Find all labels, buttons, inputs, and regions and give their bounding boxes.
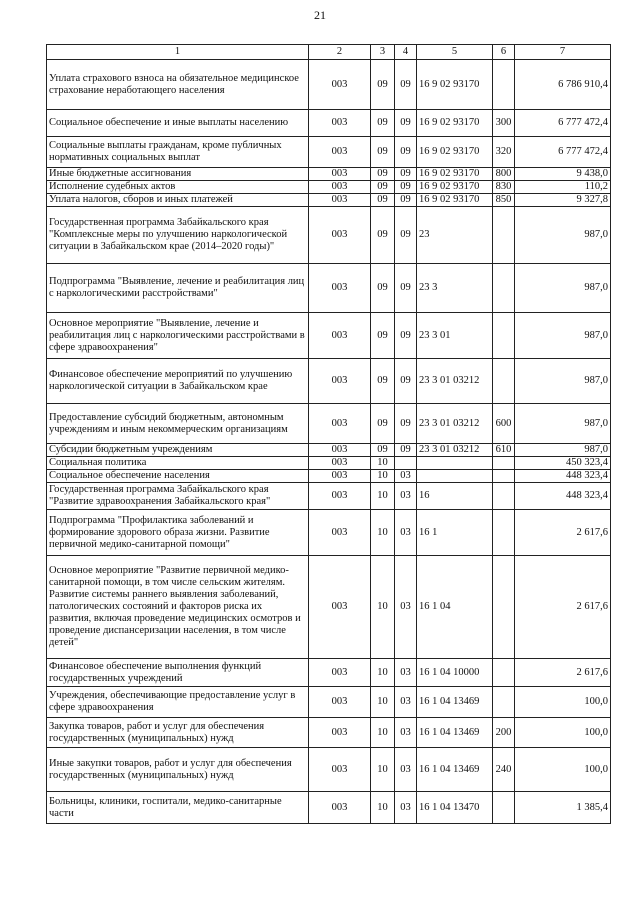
row-target-code-cell: 23 3 01: [417, 313, 493, 359]
row-target-code-cell: 16: [417, 483, 493, 510]
row-expense-type-cell: 800: [493, 168, 515, 181]
table-row: [47, 470, 611, 483]
budget-table: [46, 44, 611, 824]
row-admin-code-cell: 003: [309, 510, 371, 556]
table-row: [47, 404, 611, 444]
row-amount-cell: 987,0: [515, 359, 611, 404]
column-header: 7: [515, 45, 611, 60]
row-name-cell: Государственная программа Забайкальского края "Развитие здравоохранения Забайкальского края": [47, 483, 309, 510]
row-expense-type-cell: 830: [493, 181, 515, 194]
row-target-code-cell: [417, 457, 493, 470]
row-target-code-cell: 16 1: [417, 510, 493, 556]
row-admin-code-cell: 003: [309, 137, 371, 168]
row-target-code-cell: 16 1 04 10000: [417, 659, 493, 687]
row-name-cell: Основное мероприятие "Развитие первичной медико-санитарной помощи, в том числе сельским жителям. Развитие системы раннего выявления заболеваний, патологических состояний и факторов риска их развития, включая проведение медицинских осмотров и проведение диспансеризации населения, в том числе детей": [47, 556, 309, 659]
row-name-cell: Основное мероприятие "Выявление, лечение и реабилитация лиц с наркологическими расстройствами в сфере здравоохранения": [47, 313, 309, 359]
row-name-cell: Предоставление субсидий бюджетным, автономным учреждениям и иным некоммерческим организациям: [47, 404, 309, 444]
row-subsection-cell: 09: [395, 359, 417, 404]
row-section-cell: 10: [371, 556, 395, 659]
row-subsection-cell: 03: [395, 792, 417, 824]
row-name-cell: Социальные выплаты гражданам, кроме публичных нормативных социальных выплат: [47, 137, 309, 168]
row-amount-cell: 100,0: [515, 718, 611, 748]
row-admin-code-cell: 003: [309, 194, 371, 207]
row-section-cell: 10: [371, 718, 395, 748]
row-amount-cell: 987,0: [515, 313, 611, 359]
row-name-cell: Финансовое обеспечение выполнения функций государственных учреждений: [47, 659, 309, 687]
row-amount-cell: 100,0: [515, 687, 611, 718]
row-name-cell: Социальное обеспечение и иные выплаты населению: [47, 110, 309, 137]
row-amount-cell: 987,0: [515, 264, 611, 313]
row-amount-cell: 1 385,4: [515, 792, 611, 824]
row-section-cell: 10: [371, 457, 395, 470]
row-section-cell: 10: [371, 483, 395, 510]
table-row: [47, 110, 611, 137]
table-row: [47, 137, 611, 168]
row-subsection-cell: 03: [395, 718, 417, 748]
row-subsection-cell: 09: [395, 207, 417, 264]
table-row: [47, 264, 611, 313]
column-header: 4: [395, 45, 417, 60]
row-target-code-cell: 16 9 02 93170: [417, 110, 493, 137]
row-admin-code-cell: 003: [309, 264, 371, 313]
row-subsection-cell: 09: [395, 313, 417, 359]
row-subsection-cell: 03: [395, 510, 417, 556]
row-expense-type-cell: [493, 264, 515, 313]
row-expense-type-cell: [493, 792, 515, 824]
row-admin-code-cell: 003: [309, 404, 371, 444]
column-header: 5: [417, 45, 493, 60]
row-expense-type-cell: 610: [493, 444, 515, 457]
row-subsection-cell: [395, 457, 417, 470]
row-section-cell: 09: [371, 137, 395, 168]
row-section-cell: 10: [371, 510, 395, 556]
row-subsection-cell: 09: [395, 181, 417, 194]
row-admin-code-cell: 003: [309, 60, 371, 110]
row-name-cell: Подпрограмма "Выявление, лечение и реабилитация лиц с наркологическими расстройствами": [47, 264, 309, 313]
row-expense-type-cell: [493, 483, 515, 510]
row-subsection-cell: 03: [395, 483, 417, 510]
row-section-cell: 10: [371, 687, 395, 718]
row-subsection-cell: 09: [395, 168, 417, 181]
row-amount-cell: 110,2: [515, 181, 611, 194]
table-row: [47, 457, 611, 470]
row-subsection-cell: 09: [395, 137, 417, 168]
row-expense-type-cell: [493, 470, 515, 483]
row-amount-cell: 6 777 472,4: [515, 137, 611, 168]
row-target-code-cell: 23 3 01 03212: [417, 444, 493, 457]
row-section-cell: 09: [371, 313, 395, 359]
table-row: [47, 194, 611, 207]
row-target-code-cell: 16 9 02 93170: [417, 194, 493, 207]
row-admin-code-cell: 003: [309, 110, 371, 137]
column-header: 1: [47, 45, 309, 60]
row-section-cell: 10: [371, 792, 395, 824]
row-admin-code-cell: 003: [309, 748, 371, 792]
row-expense-type-cell: [493, 510, 515, 556]
row-amount-cell: 9 438,0: [515, 168, 611, 181]
row-expense-type-cell: 240: [493, 748, 515, 792]
row-target-code-cell: 23 3 01 03212: [417, 404, 493, 444]
row-name-cell: Финансовое обеспечение мероприятий по улучшению наркологической ситуации в Забайкальском крае: [47, 359, 309, 404]
row-amount-cell: 448 323,4: [515, 470, 611, 483]
row-target-code-cell: 16 1 04 13469: [417, 687, 493, 718]
table-row: [47, 181, 611, 194]
row-expense-type-cell: 850: [493, 194, 515, 207]
table-row: [47, 510, 611, 556]
row-section-cell: 09: [371, 181, 395, 194]
row-expense-type-cell: [493, 659, 515, 687]
row-section-cell: 09: [371, 207, 395, 264]
row-target-code-cell: 16 9 02 93170: [417, 181, 493, 194]
row-name-cell: Больницы, клиники, госпитали, медико-санитарные части: [47, 792, 309, 824]
row-subsection-cell: 03: [395, 687, 417, 718]
table-row: [47, 556, 611, 659]
row-expense-type-cell: [493, 207, 515, 264]
row-subsection-cell: 09: [395, 110, 417, 137]
row-target-code-cell: 16 9 02 93170: [417, 168, 493, 181]
row-expense-type-cell: 320: [493, 137, 515, 168]
row-section-cell: 10: [371, 470, 395, 483]
row-amount-cell: 6 786 910,4: [515, 60, 611, 110]
row-subsection-cell: 09: [395, 444, 417, 457]
row-subsection-cell: 09: [395, 60, 417, 110]
row-amount-cell: 450 323,4: [515, 457, 611, 470]
column-header: 2: [309, 45, 371, 60]
row-target-code-cell: 23: [417, 207, 493, 264]
row-amount-cell: 100,0: [515, 748, 611, 792]
row-name-cell: Субсидии бюджетным учреждениям: [47, 444, 309, 457]
row-subsection-cell: 09: [395, 194, 417, 207]
row-admin-code-cell: 003: [309, 470, 371, 483]
row-section-cell: 09: [371, 60, 395, 110]
row-subsection-cell: 03: [395, 748, 417, 792]
table-row: [47, 207, 611, 264]
row-expense-type-cell: [493, 313, 515, 359]
row-name-cell: Уплата страхового взноса на обязательное медицинское страхование неработающего населения: [47, 60, 309, 110]
row-name-cell: Иные бюджетные ассигнования: [47, 168, 309, 181]
table-row: [47, 718, 611, 748]
row-target-code-cell: 16 1 04 13470: [417, 792, 493, 824]
row-name-cell: Социальная политика: [47, 457, 309, 470]
row-amount-cell: 448 323,4: [515, 483, 611, 510]
row-target-code-cell: 23 3 01 03212: [417, 359, 493, 404]
table-row: [47, 313, 611, 359]
table-row: [47, 687, 611, 718]
row-section-cell: 09: [371, 264, 395, 313]
row-admin-code-cell: 003: [309, 207, 371, 264]
row-target-code-cell: 16 9 02 93170: [417, 137, 493, 168]
row-section-cell: 09: [371, 194, 395, 207]
row-section-cell: 10: [371, 659, 395, 687]
row-name-cell: Государственная программа Забайкальского края "Комплексные меры по улучшению наркологической ситуации в Забайкальском крае (2014–2020 годы)": [47, 207, 309, 264]
row-target-code-cell: 16 1 04 13469: [417, 718, 493, 748]
row-subsection-cell: 03: [395, 470, 417, 483]
row-admin-code-cell: 003: [309, 687, 371, 718]
row-section-cell: 09: [371, 444, 395, 457]
row-target-code-cell: [417, 470, 493, 483]
row-subsection-cell: 03: [395, 659, 417, 687]
row-expense-type-cell: [493, 457, 515, 470]
row-amount-cell: 6 777 472,4: [515, 110, 611, 137]
row-expense-type-cell: [493, 556, 515, 659]
column-header: 3: [371, 45, 395, 60]
row-name-cell: Уплата налогов, сборов и иных платежей: [47, 194, 309, 207]
row-section-cell: 09: [371, 404, 395, 444]
row-admin-code-cell: 003: [309, 313, 371, 359]
table-row: [47, 60, 611, 110]
table-row: [47, 748, 611, 792]
column-header: 6: [493, 45, 515, 60]
row-subsection-cell: 03: [395, 556, 417, 659]
header-row: [47, 45, 611, 60]
row-amount-cell: 987,0: [515, 207, 611, 264]
row-target-code-cell: 16 1 04 13469: [417, 748, 493, 792]
row-name-cell: Иные закупки товаров, работ и услуг для обеспечения государственных (муниципальных) нужд: [47, 748, 309, 792]
row-amount-cell: 987,0: [515, 404, 611, 444]
row-admin-code-cell: 003: [309, 168, 371, 181]
row-amount-cell: 987,0: [515, 444, 611, 457]
table-row: [47, 168, 611, 181]
row-subsection-cell: 09: [395, 404, 417, 444]
row-name-cell: Подпрограмма "Профилактика заболеваний и формирование здорового образа жизни. Развитие первичной медико-санитарной помощи": [47, 510, 309, 556]
row-admin-code-cell: 003: [309, 457, 371, 470]
row-admin-code-cell: 003: [309, 444, 371, 457]
row-admin-code-cell: 003: [309, 556, 371, 659]
row-expense-type-cell: 300: [493, 110, 515, 137]
row-admin-code-cell: 003: [309, 483, 371, 510]
page-number: 21: [314, 8, 326, 22]
row-name-cell: Исполнение судебных актов: [47, 181, 309, 194]
row-target-code-cell: 23 3: [417, 264, 493, 313]
row-name-cell: Закупка товаров, работ и услуг для обеспечения государственных (муниципальных) нужд: [47, 718, 309, 748]
table-row: [47, 483, 611, 510]
row-name-cell: Социальное обеспечение населения: [47, 470, 309, 483]
row-expense-type-cell: [493, 687, 515, 718]
row-admin-code-cell: 003: [309, 359, 371, 404]
row-admin-code-cell: 003: [309, 792, 371, 824]
row-expense-type-cell: [493, 359, 515, 404]
row-expense-type-cell: [493, 60, 515, 110]
row-amount-cell: 2 617,6: [515, 659, 611, 687]
table-row: [47, 444, 611, 457]
row-amount-cell: 2 617,6: [515, 510, 611, 556]
row-expense-type-cell: 200: [493, 718, 515, 748]
row-section-cell: 09: [371, 110, 395, 137]
row-admin-code-cell: 003: [309, 181, 371, 194]
table-row: [47, 659, 611, 687]
table-row: [47, 359, 611, 404]
table-row: [47, 792, 611, 824]
row-target-code-cell: 16 9 02 93170: [417, 60, 493, 110]
row-name-cell: Учреждения, обеспечивающие предоставление услуг в сфере здравоохранения: [47, 687, 309, 718]
row-admin-code-cell: 003: [309, 659, 371, 687]
row-amount-cell: 2 617,6: [515, 556, 611, 659]
row-expense-type-cell: 600: [493, 404, 515, 444]
row-section-cell: 10: [371, 748, 395, 792]
row-admin-code-cell: 003: [309, 718, 371, 748]
row-subsection-cell: 09: [395, 264, 417, 313]
row-target-code-cell: 16 1 04: [417, 556, 493, 659]
row-section-cell: 09: [371, 168, 395, 181]
row-section-cell: 09: [371, 359, 395, 404]
row-amount-cell: 9 327,8: [515, 194, 611, 207]
